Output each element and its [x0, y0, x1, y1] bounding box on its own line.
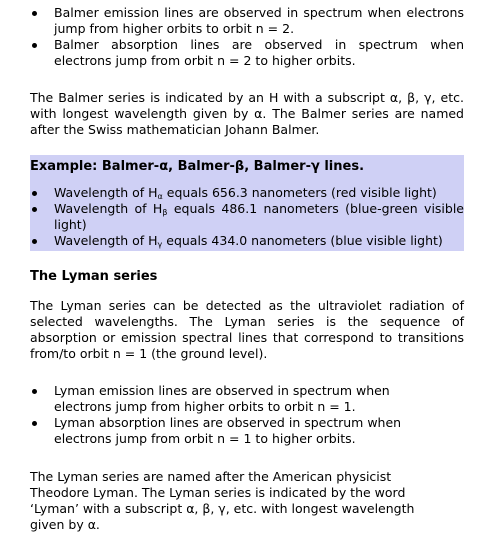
lyman-heading: The Lyman series [30, 269, 158, 284]
list-item: Lyman emission lines are observed in spectrum when electrons jump from higher orbits to orbit n = 1. [30, 383, 430, 415]
lyman-paragraph-1: The Lyman series can be detected as the ultraviolet radiation of selected wavelengths. The Lyman series is the sequence of absorption or emission spectral lines that correspond to transitions from/to orbit n = 1 (the ground level). [30, 298, 464, 361]
balmer-paragraph: The Balmer series is indicated by an H with a subscript α, β, γ, etc. with longest wavelength given by α. The Balmer series are named after the Swiss mathematician Johann Balmer. [30, 90, 464, 137]
bullet-icon [32, 43, 37, 48]
list-item: Lyman absorption lines are observed in spectrum when electrons jump from orbit n = 1 to higher orbits. [30, 415, 430, 447]
list-item: Balmer emission lines are observed in spectrum when electrons jump from higher orbits to orbit n = 2. [30, 5, 464, 37]
bullet-icon [32, 239, 37, 244]
bullet-icon [32, 11, 37, 16]
example-list [30, 185, 464, 249]
balmer-line-list [30, 5, 464, 69]
bullet-icon [32, 207, 37, 212]
example-box [30, 155, 464, 251]
list-item: Balmer absorption lines are observed in spectrum when electrons jump from orbit n = 2 to higher orbits. [30, 37, 464, 69]
list-item: Wavelength of $H_\beta$ equals 486.1 nanometers (blue-green visible light) [30, 201, 464, 233]
list-item: Wavelength of $H_\alpha$ equals 656.3 nanometers (red visible light) [30, 185, 464, 201]
bullet-icon [32, 421, 37, 426]
bullet-icon [32, 191, 37, 196]
bullet-icon [32, 389, 37, 394]
lyman-line-list [30, 383, 430, 447]
document-page [0, 5, 496, 557]
list-item: Wavelength of $H_\gamma$ equals 434.0 nanometers (blue visible light) [30, 233, 464, 249]
lyman-paragraph-2: The Lyman series are named after the American physicist Theodore Lyman. The Lyman series is indicated by the word ‘Lyman’ with a subscript α, β, γ, etc. with longest wavelength given by α. [30, 469, 415, 532]
example-heading: Example: Balmer-α, Balmer-β, Balmer-γ lines. [30, 159, 365, 174]
